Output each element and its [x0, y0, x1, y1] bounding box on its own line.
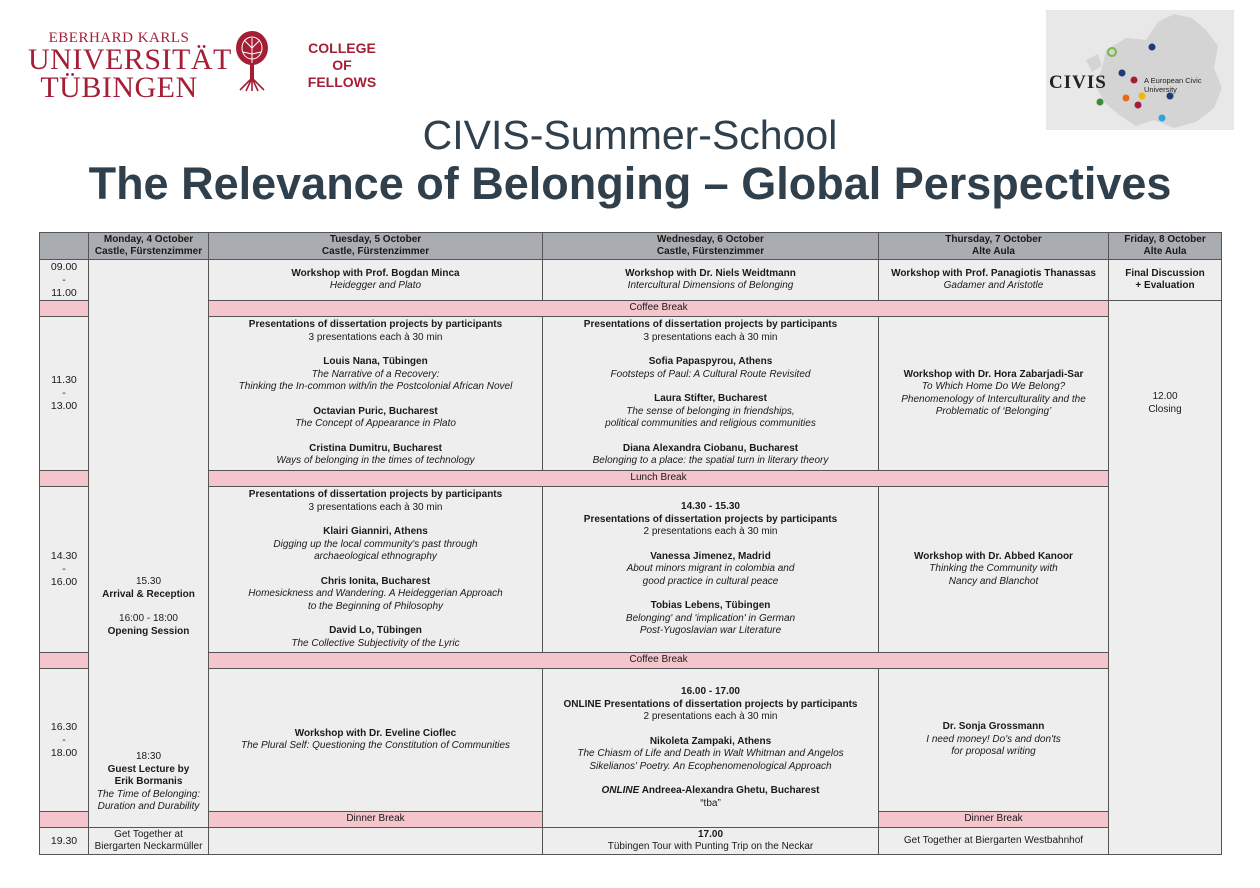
header-corner [39, 232, 89, 260]
coffee-break-morning: Coffee Break [208, 300, 1109, 317]
tuesday-session-4: Workshop with Dr. Eveline Cioflec The Plural Self: Questioning the Constitution of Communities [208, 668, 543, 812]
monday-evening: Get Together at Biergarten Neckarmüller [88, 827, 209, 855]
wednesday-evening: 17.00 Tübingen Tour with Punting Trip on the Neckar [542, 827, 879, 855]
university-name-line2: UNIVERSITÄT [28, 43, 232, 76]
tuesday-session-1: Workshop with Prof. Bogdan Minca Heidegger and Plato [208, 259, 543, 301]
wednesday-session-1: Workshop with Dr. Niels Weidtmann Intercultural Dimensions of Belonging [542, 259, 879, 301]
wednesday-session-2: Presentations of dissertation projects by participants 3 presentations each à 30 min Sofia Papaspyrou, Athens Footsteps of Paul: A Cultural Route Revisited Laura Stifter, Bucharest The sense of belonging in friendships, political communities and religious communities Diana Alexandra Ciobanu, Bucharest Belonging to a place: the spatial turn in literary theory [542, 316, 879, 471]
friday-session-1: Final Discussion + Evaluation [1108, 259, 1222, 301]
wednesday-session-4: 16.00 - 17.00 ONLINE Presentations of dissertation projects by participants 2 presentations each à 30 min Nikoleta Zampaki, Athens The Chiasm of Life and Death in Walt Whitman and Angelos Sikelianos' Poetry. An Ecophenomenological Approach ONLINE Andreea-Alexandra Ghetu, Bucharest “tba” [542, 668, 879, 828]
college-line2: OF [332, 57, 352, 73]
break-row-time-4 [39, 811, 89, 828]
header-thursday: Thursday, 7 October Alte Aula [878, 232, 1109, 260]
time-slot-3: 14.30 - 16.00 [39, 486, 89, 653]
header-wednesday: Wednesday, 6 October Castle, Fürstenzimmer [542, 232, 879, 260]
header-monday: Monday, 4 October Castle, Fürstenzimmer [88, 232, 209, 260]
tuesday-evening [208, 827, 543, 855]
time-slot-4: 16.30 - 18.00 [39, 668, 89, 812]
college-line3: FELLOWS [307, 74, 377, 90]
header-tuesday: Tuesday, 5 October Castle, Fürstenzimmer [208, 232, 543, 260]
university-logo [28, 30, 232, 104]
monday-daytime: 15.30 Arrival & Reception 16:00 - 18:00 Opening Session 18:30 Guest Lecture by Erik Bormanis The Time of Belonging: Duration and Durability [88, 259, 209, 828]
thursday-session-3: Workshop with Dr. Abbed Kanoor Thinking the Community with Nancy and Blanchot [878, 486, 1109, 653]
time-slot-1: 09.00 - 11.00 [39, 259, 89, 301]
thursday-evening: Get Together at Biergarten Westbahnhof [878, 827, 1109, 855]
break-row-time-2 [39, 470, 89, 487]
civis-wordmark: CIVIS [1049, 72, 1107, 93]
page-subtitle: The Relevance of Belonging – Global Perspectives [88, 158, 1172, 209]
break-row-time-1 [39, 300, 89, 317]
coffee-break-afternoon: Coffee Break [208, 652, 1109, 669]
time-slot-2: 11.30 - 13.00 [39, 316, 89, 471]
tuesday-session-2: Presentations of dissertation projects by participants 3 presentations each à 30 min Louis Nana, Tübingen The Narrative of a Recovery: Thinking the In-common with/in the Postcolonial African Novel Octavian Puric, Bucharest The Concept of Appearance in Plato Cristina Dumitru, Bucharest Ways of belonging in the times of technology [208, 316, 543, 471]
break-row-time-3 [39, 652, 89, 669]
thursday-session-4: Dr. Sonja Grossmann I need money! Do's and don'ts for proposal writing [878, 668, 1109, 812]
college-of-fellows-logo [296, 40, 388, 91]
thursday-session-1: Workshop with Prof. Panagiotis Thanassas Gadamer and Aristotle [878, 259, 1109, 301]
thursday-dinner-break: Dinner Break [878, 811, 1109, 828]
thursday-session-2: Workshop with Dr. Hora Zabarjadi-Sar To Which Home Do We Belong? Phenomenology of Interculturality and the Problematic of ‘Belonging’ [878, 316, 1109, 471]
page-title: CIVIS-Summer-School [422, 112, 838, 158]
tree-logo-icon [234, 30, 270, 92]
college-line1: COLLEGE [308, 40, 376, 56]
university-name-line3: TÜBINGEN [40, 71, 198, 104]
tuesday-dinner-break: Dinner Break [208, 811, 543, 828]
time-slot-5: 19.30 [39, 827, 89, 855]
friday-closing: 12.00 Closing [1108, 300, 1222, 855]
civis-tagline: A European Civic University [1144, 76, 1202, 94]
wednesday-session-3: 14.30 - 15.30 Presentations of dissertation projects by participants 2 presentations each à 30 min Vanessa Jimenez, Madrid About minors migrant in colombia and good practice in cultural peace Tobias Lebens, Tübingen Belonging' and 'implication' in German Post-Yugoslavian war Literature [542, 486, 879, 653]
university-name-line1: EBERHARD KARLS [48, 30, 190, 46]
lunch-break: Lunch Break [208, 470, 1109, 487]
tuesday-session-3: Presentations of dissertation projects by participants 3 presentations each à 30 min Klairi Gianniri, Athens Digging up the local community's past through archaeological ethnography Chris Ionita, Bucharest Homesickness and Wandering. A Heideggerian Approach to the Beginning of Philosophy David Lo, Tübingen The Collective Subjectivity of the Lyric [208, 486, 543, 653]
online-label: ONLINE [601, 785, 640, 796]
online-presenter: Andreea-Alexandra Ghetu, Bucharest [641, 785, 820, 796]
header-friday: Friday, 8 October Alte Aula [1108, 232, 1222, 260]
